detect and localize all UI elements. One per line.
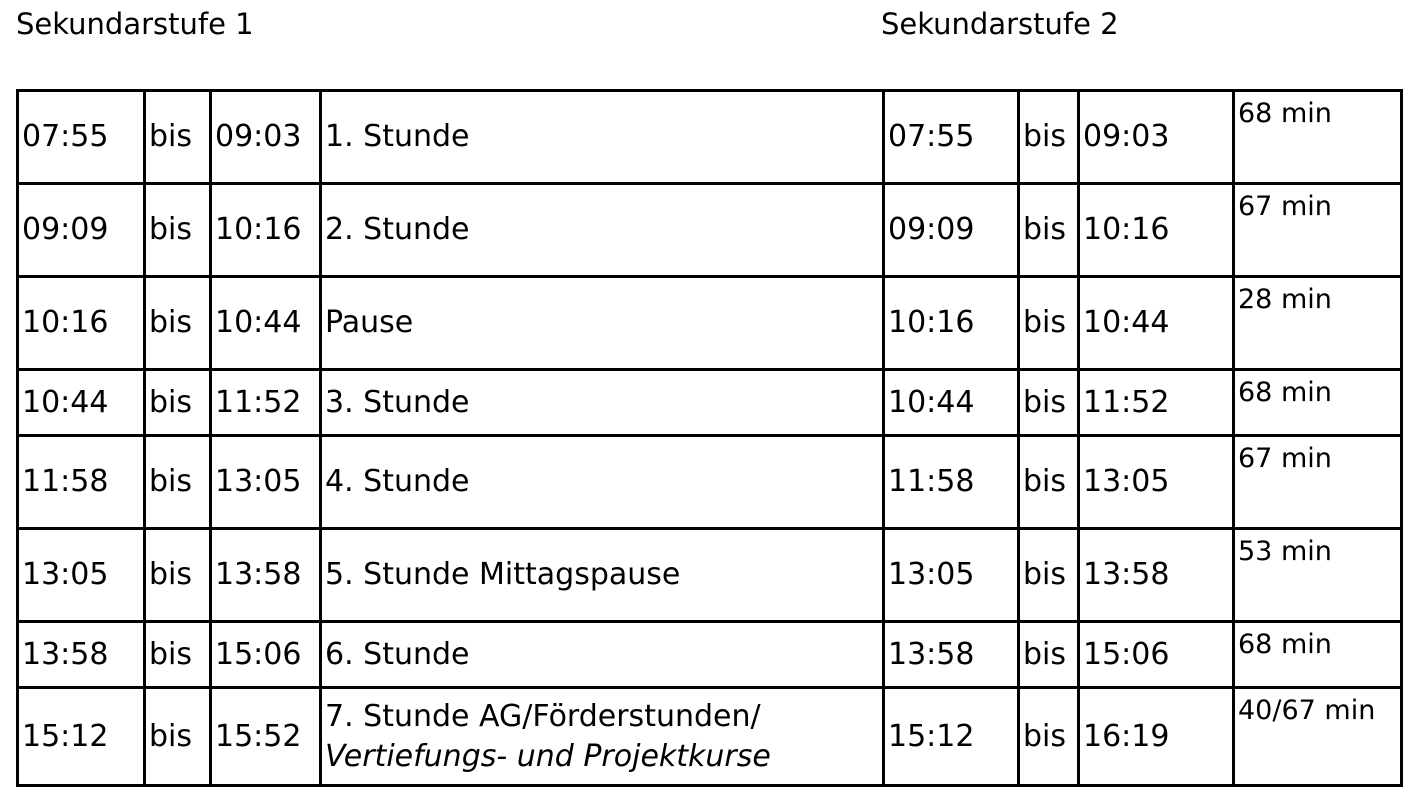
table-row — [18, 91, 1402, 184]
duration: 68 min — [1234, 370, 1402, 436]
sek1-start-time: 11:58 — [18, 436, 145, 529]
sek1-start-time: 13:05 — [18, 529, 145, 622]
sek1-end-time: 09:03 — [211, 91, 321, 184]
duration: 68 min — [1234, 622, 1402, 688]
sek1-end-time: 11:52 — [211, 370, 321, 436]
period-description: 1. Stunde — [321, 91, 884, 184]
sek2-start-time: 10:16 — [884, 277, 1019, 370]
sek1-start-time: 13:58 — [18, 622, 145, 688]
table-row — [18, 436, 1402, 529]
sek1-end-time: 13:05 — [211, 436, 321, 529]
period-description: Pause — [321, 277, 884, 370]
period-description: 5. Stunde Mittagspause — [321, 529, 884, 622]
heading-sekundarstufe-2: Sekundarstufe 2 — [881, 7, 1119, 41]
sek2-start-time: 09:09 — [884, 184, 1019, 277]
period-description-line-2: Vertiefungs- und Projektkurse — [325, 738, 771, 774]
sek2-start-time: 07:55 — [884, 91, 1019, 184]
table-row — [18, 184, 1402, 277]
period-description: 4. Stunde — [321, 436, 884, 529]
heading-sekundarstufe-1: Sekundarstufe 1 — [16, 7, 254, 41]
table-row — [18, 688, 1402, 786]
sek2-start-time: 13:05 — [884, 529, 1019, 622]
duration: 28 min — [1234, 277, 1402, 370]
sek2-start-time: 15:12 — [884, 688, 1019, 786]
duration: 67 min — [1234, 436, 1402, 529]
period-description-line-1: 7. Stunde AG/Förderstunden/ — [325, 698, 761, 734]
sek2-bis: bis — [1019, 688, 1079, 786]
sek1-bis: bis — [145, 622, 211, 688]
table-row — [18, 277, 1402, 370]
sek2-bis: bis — [1019, 370, 1079, 436]
sek1-start-time: 09:09 — [18, 184, 145, 277]
duration: 53 min — [1234, 529, 1402, 622]
duration: 40/67 min — [1234, 688, 1402, 786]
sek1-bis: bis — [145, 91, 211, 184]
sek2-end-time: 13:05 — [1079, 436, 1234, 529]
sek2-start-time: 11:58 — [884, 436, 1019, 529]
period-description: 6. Stunde — [321, 622, 884, 688]
sek2-bis: bis — [1019, 277, 1079, 370]
sek2-end-time: 11:52 — [1079, 370, 1234, 436]
duration: 67 min — [1234, 184, 1402, 277]
sek2-end-time: 09:03 — [1079, 91, 1234, 184]
sek2-bis: bis — [1019, 436, 1079, 529]
sek2-start-time: 10:44 — [884, 370, 1019, 436]
period-description — [321, 688, 884, 786]
sek1-end-time: 10:44 — [211, 277, 321, 370]
sek2-end-time: 15:06 — [1079, 622, 1234, 688]
sek2-start-time: 13:58 — [884, 622, 1019, 688]
sek1-start-time: 10:16 — [18, 277, 145, 370]
table-row — [18, 529, 1402, 622]
sek1-bis: bis — [145, 184, 211, 277]
sek1-start-time: 10:44 — [18, 370, 145, 436]
sek2-end-time: 16:19 — [1079, 688, 1234, 786]
sek2-bis: bis — [1019, 622, 1079, 688]
sek1-bis: bis — [145, 436, 211, 529]
sek1-bis: bis — [145, 277, 211, 370]
table-row — [18, 622, 1402, 688]
sek1-start-time: 15:12 — [18, 688, 145, 786]
sek1-bis: bis — [145, 688, 211, 786]
period-description: 2. Stunde — [321, 184, 884, 277]
sek1-end-time: 13:58 — [211, 529, 321, 622]
sek1-end-time: 10:16 — [211, 184, 321, 277]
sek2-bis: bis — [1019, 91, 1079, 184]
sek1-start-time: 07:55 — [18, 91, 145, 184]
sek2-end-time: 10:44 — [1079, 277, 1234, 370]
sek2-end-time: 10:16 — [1079, 184, 1234, 277]
sek1-end-time: 15:52 — [211, 688, 321, 786]
sek2-bis: bis — [1019, 529, 1079, 622]
sek1-bis: bis — [145, 370, 211, 436]
sek1-end-time: 15:06 — [211, 622, 321, 688]
sek2-end-time: 13:58 — [1079, 529, 1234, 622]
sek1-bis: bis — [145, 529, 211, 622]
period-description: 3. Stunde — [321, 370, 884, 436]
schedule-table — [16, 89, 1403, 787]
sek2-bis: bis — [1019, 184, 1079, 277]
duration: 68 min — [1234, 91, 1402, 184]
table-row — [18, 370, 1402, 436]
